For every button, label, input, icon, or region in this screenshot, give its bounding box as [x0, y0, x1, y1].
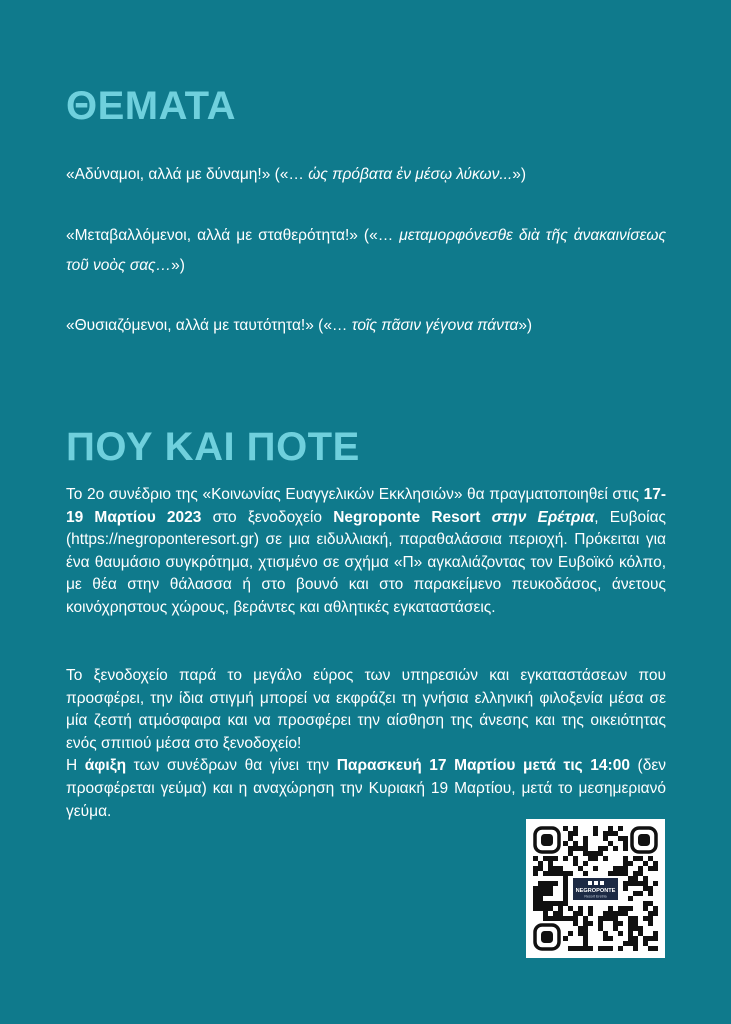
qr-module: [578, 911, 583, 916]
qr-module: [628, 876, 633, 881]
qr-module: [538, 861, 543, 866]
qr-module: [603, 946, 608, 951]
qr-module: [533, 906, 538, 911]
qr-module: [643, 861, 648, 866]
qr-module: [573, 846, 578, 851]
qr-module: [588, 851, 593, 856]
qr-code[interactable]: [526, 819, 665, 958]
qr-module: [638, 881, 643, 886]
theme-text: «Θυσιαζόμενοι, αλλά με ταυτότητα!» («…: [66, 317, 352, 334]
text-run: [480, 509, 491, 526]
theme-quote: μεταμορφόνεσθε διὰ τῆς ἀνακαινίσεως τοῦ νοὸς σας…: [66, 227, 667, 274]
qr-module: [553, 871, 558, 876]
qr-module: [593, 851, 598, 856]
venue-paragraph: [66, 484, 666, 620]
qr-module: [533, 856, 538, 861]
qr-module: [618, 946, 623, 951]
qr-module: [653, 881, 658, 886]
hotel-name: Negroponte Resort: [333, 508, 481, 526]
qr-module: [548, 861, 553, 866]
qr-module: [533, 866, 538, 871]
qr-module: [538, 906, 543, 911]
qr-module: [613, 911, 618, 916]
qr-module: [548, 856, 553, 861]
qr-module: [648, 886, 653, 891]
qr-module: [568, 906, 573, 911]
qr-module: [583, 926, 588, 931]
qr-module: [558, 901, 563, 906]
qr-module: [633, 921, 638, 926]
qr-module: [573, 946, 578, 951]
qr-module: [628, 906, 633, 911]
theme-close: »): [512, 166, 527, 183]
qr-module: [598, 846, 603, 851]
qr-module: [558, 871, 563, 876]
qr-module: [573, 921, 578, 926]
qr-module: [563, 916, 568, 921]
qr-module: [593, 866, 598, 871]
qr-module: [653, 936, 658, 941]
qr-module: [618, 921, 623, 926]
qr-module: [563, 876, 568, 881]
qr-module: [618, 826, 623, 831]
qr-module: [638, 931, 643, 936]
qr-module: [548, 891, 553, 896]
qr-module: [538, 881, 543, 886]
qr-module: [648, 936, 653, 941]
qr-module: [638, 871, 643, 876]
qr-module: [643, 881, 648, 886]
qr-module: [653, 946, 658, 951]
qr-module: [628, 896, 633, 901]
qr-module: [653, 931, 658, 936]
qr-module: [608, 831, 613, 836]
qr-module: [603, 916, 608, 921]
qr-module: [583, 941, 588, 946]
qr-module: [543, 906, 548, 911]
qr-module: [603, 931, 608, 936]
themes-heading: ΘΕΜΑΤΑ: [66, 84, 237, 128]
arrival-paragraph: [66, 665, 666, 823]
qr-module: [533, 886, 538, 891]
qr-module: [618, 836, 623, 841]
qr-module: [623, 846, 628, 851]
qr-module: [618, 911, 623, 916]
qr-module: [623, 856, 628, 861]
qr-module: [613, 831, 618, 836]
qr-module: [568, 916, 573, 921]
qr-module: [628, 941, 633, 946]
qr-module: [583, 921, 588, 926]
qr-module: [593, 826, 598, 831]
qr-module: [613, 926, 618, 931]
qr-module: [598, 921, 603, 926]
qr-module: [588, 906, 593, 911]
qr-module: [603, 846, 608, 851]
qr-module: [543, 886, 548, 891]
where-when-heading: ΠΟΥ ΚΑΙ ΠΟΤΕ: [66, 425, 360, 469]
qr-module: [623, 871, 628, 876]
qr-module: [643, 876, 648, 881]
qr-module: [623, 886, 628, 891]
qr-module: [548, 901, 553, 906]
qr-module: [558, 866, 563, 871]
qr-module: [563, 936, 568, 941]
qr-module: [578, 926, 583, 931]
qr-module: [583, 931, 588, 936]
qr-module: [593, 856, 598, 861]
qr-module: [603, 836, 608, 841]
qr-module: [553, 866, 558, 871]
qr-module: [543, 891, 548, 896]
qr-module: [543, 871, 548, 876]
qr-module: [648, 891, 653, 896]
qr-module: [633, 871, 638, 876]
qr-module: [628, 881, 633, 886]
qr-module: [613, 916, 618, 921]
qr-module: [623, 881, 628, 886]
qr-module: [568, 846, 573, 851]
qr-module: [648, 911, 653, 916]
qr-module: [583, 836, 588, 841]
qr-module: [588, 921, 593, 926]
qr-module: [563, 891, 568, 896]
qr-module: [538, 891, 543, 896]
qr-module: [623, 861, 628, 866]
qr-module: [588, 946, 593, 951]
qr-module: [583, 871, 588, 876]
qr-module: [628, 926, 633, 931]
qr-module: [628, 921, 633, 926]
qr-module: [648, 856, 653, 861]
hotel-location: στην Ερέτρια: [491, 508, 595, 526]
qr-module: [583, 861, 588, 866]
theme-close: »): [518, 317, 533, 334]
qr-module: [538, 886, 543, 891]
qr-module: [543, 881, 548, 886]
qr-module: [618, 871, 623, 876]
qr-module: [593, 831, 598, 836]
theme-text: «Αδύναμοι, αλλά με δύναμη!» («…: [66, 166, 309, 183]
qr-module: [573, 916, 578, 921]
qr-module: [538, 866, 543, 871]
qr-module: [573, 841, 578, 846]
qr-module: [653, 866, 658, 871]
qr-module: [608, 936, 613, 941]
arrival-word: άφιξη: [84, 757, 127, 775]
qr-module: [643, 906, 648, 911]
qr-module: [618, 931, 623, 936]
qr-module: [613, 866, 618, 871]
theme-item: [66, 311, 666, 341]
qr-module: [553, 856, 558, 861]
qr-module: [603, 831, 608, 836]
qr-module: [633, 876, 638, 881]
qr-module: [628, 916, 633, 921]
qr-module: [648, 866, 653, 871]
qr-module: [573, 831, 578, 836]
qr-module: [543, 856, 548, 861]
qr-module: [608, 906, 613, 911]
qr-module: [643, 916, 648, 921]
qr-module: [558, 911, 563, 916]
qr-module: [568, 831, 573, 836]
qr-module: [613, 921, 618, 926]
qr-module: [653, 861, 658, 866]
qr-module: [548, 866, 553, 871]
qr-module: [633, 881, 638, 886]
qr-module: [568, 871, 573, 876]
qr-module: [613, 871, 618, 876]
qr-module: [583, 846, 588, 851]
qr-module: [653, 911, 658, 916]
theme-close: »): [171, 257, 185, 274]
qr-module: [588, 911, 593, 916]
qr-module: [598, 926, 603, 931]
qr-module: [633, 856, 638, 861]
qr-module: [608, 841, 613, 846]
qr-module: [638, 926, 643, 931]
qr-module: [578, 846, 583, 851]
qr-module: [613, 846, 618, 851]
qr-module: [548, 906, 553, 911]
arrival-time: Παρασκευή 17 Μαρτίου μετά τις 14:00: [336, 757, 630, 775]
theme-item: [66, 160, 666, 190]
qr-module: [623, 836, 628, 841]
qr-module: [633, 926, 638, 931]
qr-module: [563, 901, 568, 906]
theme-item: [66, 221, 666, 281]
qr-module: [643, 901, 648, 906]
qr-module: [573, 911, 578, 916]
qr-module: [573, 826, 578, 831]
qr-module: [543, 916, 548, 921]
qr-module: [608, 946, 613, 951]
qr-module: [568, 946, 573, 951]
qr-module: [583, 916, 588, 921]
qr-module: [623, 906, 628, 911]
qr-module: [608, 871, 613, 876]
theme-quote: ὡς πρόβατα ἐν μέσῳ λύκων...: [308, 166, 513, 183]
qr-module: [648, 901, 653, 906]
qr-module: [548, 871, 553, 876]
qr-module: [623, 911, 628, 916]
event-dates: 17-19 Μαρτίου 2023: [66, 486, 666, 526]
qr-module: [578, 946, 583, 951]
qr-module: [563, 886, 568, 891]
qr-module: [618, 906, 623, 911]
qr-module: [578, 906, 583, 911]
qr-module: [538, 901, 543, 906]
qr-module: [548, 881, 553, 886]
qr-module: [638, 866, 643, 871]
qr-module: [573, 856, 578, 861]
qr-module: [618, 866, 623, 871]
text-run: , Ευβοίας (https://negroponteresort.gr) σε μια ειδυλλιακή, παραθαλάσσια περιοχή. Πρόκειται για ένα θαυμάσιο συγκρότημα, χτισμένο σε σχήμα «Π» αγκαλιάζοντας τον Ευβοϊκό κόλπο, με θέα στην θάλασσα ή στο βουνό και στο παρακείμενο πευκοδάσος, άνετους κοινόχρηστους χώρους, βεράντες και αθλητικές εγκαταστάσεις.: [66, 508, 667, 616]
qr-module: [533, 891, 538, 896]
text-run: Η: [66, 757, 85, 775]
qr-module: [623, 841, 628, 846]
qr-module: [633, 916, 638, 921]
qr-module: [598, 851, 603, 856]
qr-logo-subtext: Resort Eretria: [584, 894, 607, 899]
qr-module: [633, 891, 638, 896]
qr-module: [608, 911, 613, 916]
qr-module: [603, 856, 608, 861]
qr-module: [548, 886, 553, 891]
text-run: στο ξενοδοχείο: [201, 508, 334, 526]
qr-module: [643, 941, 648, 946]
qr-module: [563, 826, 568, 831]
qr-module: [553, 916, 558, 921]
qr-module: [648, 916, 653, 921]
qr-module: [573, 861, 578, 866]
qr-module: [633, 946, 638, 951]
qr-module: [648, 946, 653, 951]
qr-module: [603, 911, 608, 916]
theme-text: «Μεταβαλλόμενοι, αλλά με σταθερότητα!» («…: [66, 227, 400, 244]
qr-module: [643, 936, 648, 941]
text-run: των συνέδρων θα γίνει την: [126, 757, 337, 775]
qr-module: [598, 916, 603, 921]
qr-module: [628, 936, 633, 941]
qr-module: [563, 881, 568, 886]
theme-quote: τοῖς πᾶσιν γέγονα πάντα: [351, 317, 519, 334]
qr-module: [598, 946, 603, 951]
qr-logo-text: NEGROPONTE: [575, 888, 616, 894]
text-run: Το ξενοδοχείο παρά το μεγάλο εύρος των υπηρεσιών και εγκαταστάσεων που προσφέρει, την ίδια στιγμή μπορεί να εκφράζει τη γνήσια ελληνική φιλοξενία μέσα σε μία ζεστή ατμόσφαιρα και να προσφέρει την αίσθηση της άνεσης και της οικειότητας ενός σπιτιού μέσα στο ξενοδοχείο!: [66, 667, 666, 752]
qr-module: [653, 906, 658, 911]
qr-module: [603, 936, 608, 941]
qr-module: [588, 856, 593, 861]
qr-module: [628, 861, 633, 866]
qr-module: [633, 936, 638, 941]
qr-module: [568, 836, 573, 841]
text-run: (δεν προσφέρεται γεύμα) και η αναχώρηση την Κυριακή 19 Μαρτίου, μετά το μεσημεριανό γεύμα.: [66, 757, 666, 820]
qr-module: [533, 896, 538, 901]
qr-module: [643, 886, 648, 891]
qr-module: [553, 901, 558, 906]
qr-module: [648, 921, 653, 926]
qr-module: [543, 911, 548, 916]
qr-module: [533, 901, 538, 906]
qr-module: [608, 826, 613, 831]
qr-module: [583, 936, 588, 941]
qr-module: [638, 891, 643, 896]
qr-module: [608, 916, 613, 921]
qr-module: [583, 841, 588, 846]
qr-module: [638, 856, 643, 861]
qr-module: [633, 941, 638, 946]
qr-module: [548, 916, 553, 921]
qr-module: [558, 916, 563, 921]
qr-module: [578, 866, 583, 871]
qr-module: [623, 866, 628, 871]
qr-module: [563, 841, 568, 846]
qr-module: [563, 856, 568, 861]
qr-module: [563, 896, 568, 901]
qr-module: [533, 871, 538, 876]
qr-module: [538, 896, 543, 901]
qr-module: [563, 871, 568, 876]
qr-module: [583, 946, 588, 951]
qr-module: [553, 881, 558, 886]
qr-module: [583, 851, 588, 856]
qr-module: [543, 901, 548, 906]
qr-module: [623, 941, 628, 946]
qr-code-graphic: [533, 826, 658, 951]
qr-module: [628, 931, 633, 936]
qr-module: [553, 911, 558, 916]
qr-module: [568, 851, 573, 856]
qr-module: [568, 931, 573, 936]
qr-module: [578, 931, 583, 936]
text-run: Το 2ο συνέδριο της «Κοινωνίας Ευαγγελικών Εκκλησιών» θα πραγματοποιηθεί στις: [66, 486, 644, 503]
qr-module: [558, 906, 563, 911]
